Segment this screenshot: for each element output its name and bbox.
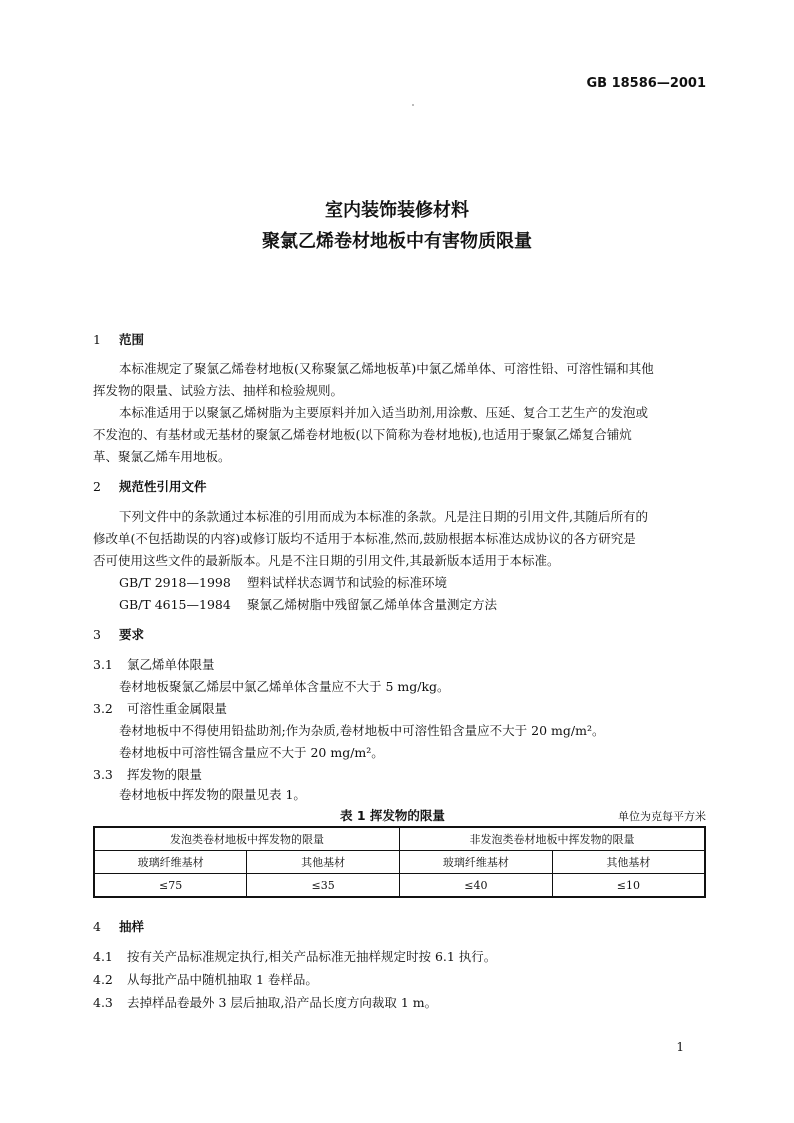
paragraph-line: 卷材地板聚氯乙烯层中氯乙烯单体含量应不大于 5 mg/kg。 [119, 679, 450, 694]
table-group-header: 非发泡类卷材地板中挥发物的限量 [400, 827, 706, 851]
section-3-heading [93, 625, 144, 643]
paragraph-line: 本标准适用于以聚氯乙烯树脂为主要原料并加入适当助剂,用涂敷、压延、复合工艺生产的发泡或 [119, 405, 648, 420]
section-number: 4 [93, 919, 101, 934]
table-caption: 表 1 挥发物的限量 [340, 808, 445, 823]
subsection-number: 3.2 [93, 701, 113, 716]
paragraph-line: 革、聚氯乙烯车用地板。 [93, 449, 231, 464]
table-unit: 单位为克每平方米 [618, 810, 706, 823]
title-line-2: 聚氯乙烯卷材地板中有害物质限量 [262, 231, 532, 252]
subsection-3-2 [93, 699, 227, 717]
item-number: 4.2 [93, 972, 113, 987]
section-4-heading [93, 917, 144, 935]
paragraph-line: 本标准规定了聚氯乙烯卷材地板(又称聚氯乙烯地板革)中氯乙烯单体、可溶性铅、可溶性镉和其他 [119, 361, 654, 376]
sampling-item [93, 970, 318, 988]
paragraph-line: 不发泡的、有基材或无基材的聚氯乙烯卷材地板(以下简称为卷材地板),也适用于聚氯乙烯复合铺炕 [93, 427, 632, 442]
paragraph-line: 卷材地板中挥发物的限量见表 1。 [119, 787, 306, 802]
subsection-title: 挥发物的限量 [127, 767, 203, 782]
table-subheader: 其他基材 [552, 851, 705, 874]
paragraph-line: 下列文件中的条款通过本标准的引用而成为本标准的条款。凡是注日期的引用文件,其随后所有的 [119, 509, 648, 524]
reference-title: 塑料试样状态调节和试验的标准环境 [247, 575, 448, 590]
section-title: 范围 [119, 332, 145, 347]
sampling-item [93, 947, 496, 965]
section-1-heading [93, 330, 144, 348]
item-text: 按有关产品标准规定执行,相关产品标准无抽样规定时按 6.1 执行。 [127, 949, 497, 964]
reference-item [119, 595, 497, 613]
table-subheader: 玻璃纤维基材 [400, 851, 553, 874]
paragraph-line: 卷材地板中可溶性镉含量应不大于 20 mg/m²。 [119, 745, 384, 760]
section-title: 抽样 [119, 919, 145, 934]
reference-title: 聚氯乙烯树脂中残留氯乙烯单体含量测定方法 [247, 597, 498, 612]
section-number: 2 [93, 479, 101, 494]
subsection-3-3 [93, 765, 202, 783]
page-number: 1 [676, 1040, 684, 1054]
paragraph-line: 卷材地板中不得使用铅盐助剂;作为杂质,卷材地板中可溶性铅含量应不大于 20 mg/m²。 [119, 723, 605, 738]
subsection-title: 氯乙烯单体限量 [127, 657, 215, 672]
sampling-item [93, 993, 437, 1011]
table-group-header: 发泡类卷材地板中挥发物的限量 [94, 827, 400, 851]
paragraph-line: 挥发物的限量、试验方法、抽样和检验规则。 [93, 383, 344, 398]
item-number: 4.3 [93, 995, 113, 1010]
table-cell: ≤35 [247, 874, 400, 898]
reference-code: GB/T 2918—1998 [119, 575, 231, 590]
table-subheader: 其他基材 [247, 851, 400, 874]
table-cell: ≤10 [552, 874, 705, 898]
subsection-number: 3.1 [93, 657, 113, 672]
item-number: 4.1 [93, 949, 113, 964]
table-cell: ≤75 [94, 874, 247, 898]
table-group-header-row [94, 827, 705, 851]
paragraph-line: 否可使用这些文件的最新版本。凡是不注日期的引用文件,其最新版本适用于本标准。 [93, 553, 560, 568]
paragraph-line: 修改单(不包括勘误的内容)或修订版均不适用于本标准,然而,鼓励根据本标准达成协议的各方研究是 [93, 531, 636, 546]
subsection-title: 可溶性重金属限量 [127, 701, 228, 716]
section-number: 3 [93, 627, 101, 642]
table-subheader-row [94, 851, 705, 874]
section-2-heading [93, 477, 207, 495]
standard-number: GB 18586—2001 [586, 76, 706, 91]
subsection-number: 3.3 [93, 767, 113, 782]
title-line-1: 室内装饰装修材料 [325, 200, 469, 221]
reference-code: GB/T 4615—1984 [119, 597, 231, 612]
table-cell: ≤40 [400, 874, 553, 898]
item-text: 去掉样品卷最外 3 层后抽取,沿产品长度方向裁取 1 m。 [127, 995, 438, 1010]
section-number: 1 [93, 332, 101, 347]
reference-item [119, 573, 447, 591]
speck [412, 104, 414, 106]
item-text: 从每批产品中随机抽取 1 卷样品。 [127, 972, 318, 987]
section-title: 规范性引用文件 [119, 479, 207, 494]
section-title: 要求 [119, 627, 145, 642]
table-row [94, 874, 705, 898]
table-subheader: 玻璃纤维基材 [94, 851, 247, 874]
subsection-3-1 [93, 655, 215, 673]
volatile-limit-table [93, 826, 706, 898]
